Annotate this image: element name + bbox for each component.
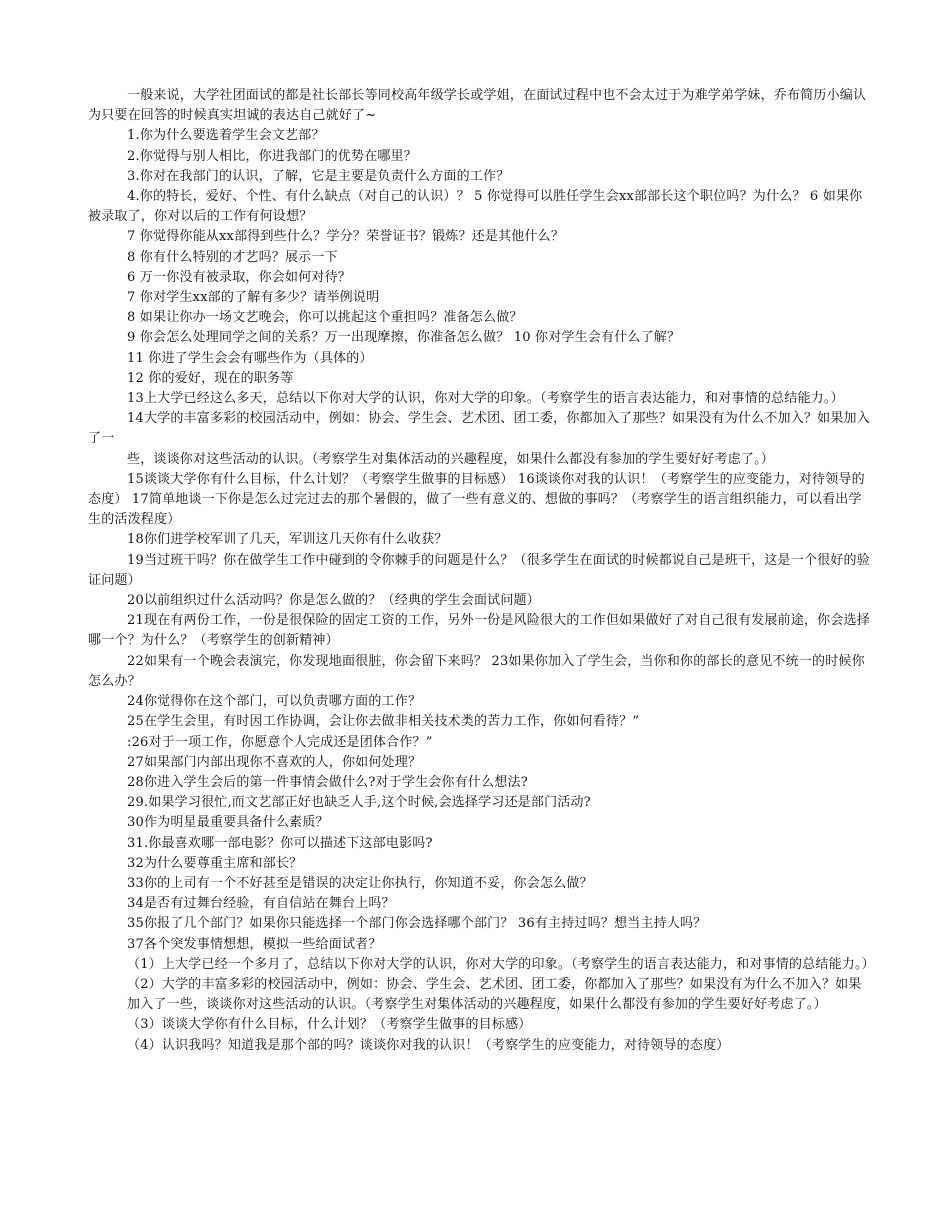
question-35-36: 35你报了几个部门？如果你只能选择一个部门你会选择哪个部门？ 36有主持过吗？想当主持人吗？: [127, 916, 707, 932]
question-8b: 8 如果让你办一场文艺晚会，你可以挑起这个重担吗？准备怎么做？: [127, 310, 523, 326]
question-18: 18你们进学校军训了几天，军训这几天你有什么收获？: [127, 532, 448, 548]
question-13: 13上大学已经这么多天，总结以下你对大学的认识，你对大学的印象。（考察学生的语言表达能力，和对事情的总结能力。）: [127, 391, 844, 407]
sub-question-2: （2）大学的丰富多彩的校园活动中，例如：协会、学生会、艺术团、团工委，你都加入了那些？如果没有为什么不加入？如果: [127, 976, 862, 992]
question-7b: 7 你对学生xx部的了解有多少？请举例说明: [127, 290, 380, 306]
question-4-6: 4.你的特长，爱好、个性、有什么缺点（对自己的认识）？ 5 你觉得可以胜任学生会xx部部长这个职位吗？为什么？ 6 如果你被录取了，你对以后的工作有何设想？: [88, 189, 863, 225]
sub-question-4: （4）认识我吗？知道我是那个部的吗？谈谈你对我的认识！（考察学生的应变能力，对待领导的态度）: [127, 1037, 730, 1053]
question-9-10: 9 你会怎么处理同学之间的关系？万一出现摩擦，你准备怎么做？ 10 你对学生会有什么了解？: [127, 330, 681, 346]
question-25: 25在学生会里，有时因工作协调，会让你去做非相关技术类的苦力工作，你如何看待？”: [127, 714, 640, 730]
question-30: 30作为明星最重要具备什么素质？: [127, 815, 329, 831]
question-3: 3.你对在我部门的认识，了解，它是主要是负责什么方面的工作？: [127, 168, 510, 184]
question-24: 24你觉得你在这个部门，可以负责哪方面的工作？: [127, 694, 422, 710]
question-29: 29.如果学习很忙,而文艺部正好也缺乏人手,这个时候,会选择学习还是部门活动?: [127, 795, 591, 811]
question-1: 1.你为什么要选着学生会文艺部？: [127, 128, 325, 144]
intro-paragraph: 一般来说，大学社团面试的都是社长部长等同校高年级学长或学姐，在面试过程中也不会太过于为难学弟学妹，乔布简历小编认为只要在回答的时候真实坦诚的表达自己就好了~: [88, 88, 867, 124]
question-33: 33你的上司有一个不好甚至是错误的决定让你执行，你知道不妥，你会怎么做？: [127, 875, 593, 891]
question-19: 19当过班干吗？你在做学生工作中碰到的令你棘手的问题是什么？（很多学生在面试的时候都说自己是班干，这是一个很好的验证问题）: [88, 552, 870, 588]
question-20: 20以前组织过什么活动吗？你是怎么做的？（经典的学生会面试问题）: [127, 593, 540, 609]
question-27: 27如果部门内部出现你不喜欢的人，你如何处理？: [127, 754, 422, 770]
question-7: 7 你觉得你能从xx部得到些什么？学分？荣誉证书？锻炼？还是其他什么？: [127, 229, 565, 245]
question-22-23: 22如果有一个晚会表演完，你发现地面很脏，你会留下来吗？ 23如果你加入了学生会，当你和你的部长的意见不统一的时候你怎么办？: [88, 653, 865, 689]
question-34: 34是否有过舞台经验，有自信站在舞台上吗？: [127, 896, 395, 912]
question-15-17: 15谈谈大学你有什么目标，什么计划？（考察学生做事的目标感） 16谈谈你对我的认识！（考察学生的应变能力，对待领导的态度） 17简单地谈一下你是怎么过完过去的那个暑假的，做了一些有意义的、想做的事吗？（考察学生的语言组织能力，可以看出学生的活泼程度）: [88, 471, 865, 528]
question-2: 2.你觉得与别人相比，你进我部门的优势在哪里？: [127, 148, 418, 164]
question-11: 11 你进了学生会会有哪些作为（具体的）: [127, 350, 373, 366]
question-37: 37各个突发事情想想，模拟一些给面试者？: [127, 936, 382, 952]
question-8: 8 你有什么特别的才艺吗？展示一下: [127, 249, 338, 265]
question-21: 21现在有两份工作，一份是很保险的固定工资的工作，另外一份是风险很大的工作但如果做好了对自己很有发展前途，你会选择哪一个？为什么？（考察学生的创新精神）: [88, 613, 870, 649]
question-32: 32为什么要尊重主席和部长？: [127, 855, 303, 871]
sub-question-3: （3）谈谈大学你有什么目标，什么计划？（考察学生做事的目标感）: [127, 1017, 532, 1033]
question-14-continued: 些，谈谈你对这些活动的认识。（考察学生对集体活动的兴趣程度，如果什么都没有参加的学生要好好考虑了。）: [127, 451, 775, 467]
question-14: 14大学的丰富多彩的校园活动中，例如：协会、学生会、艺术团、团工委，你都加入了那些？如果没有为什么不加入？如果加入了一: [88, 411, 870, 447]
sub-question-1: （1）上大学已经一个多月了，总结以下你对大学的认识，你对大学的印象。（考察学生的语言表达能力，和对事情的总结能力。）: [127, 956, 875, 972]
question-12: 12 你的爱好，现在的职务等: [127, 370, 294, 386]
question-28: 28你进入学生会后的第一件事情会做什么?对于学生会你有什么想法?: [127, 774, 528, 790]
question-6b: 6 万一你没有被录取，你会如何对待？: [127, 269, 352, 285]
question-26: :26对于一项工作，你愿意个人完成还是团体合作？”: [127, 734, 433, 750]
question-31: 31.你最喜欢哪一部电影？你可以描述下这部电影吗?: [127, 835, 433, 851]
sub-question-2-continued: 加入了一些，谈谈你对这些活动的认识。（考察学生对集体活动的兴趣程度，如果什么都没有参加的学生要好好考虑了。）: [127, 997, 827, 1013]
